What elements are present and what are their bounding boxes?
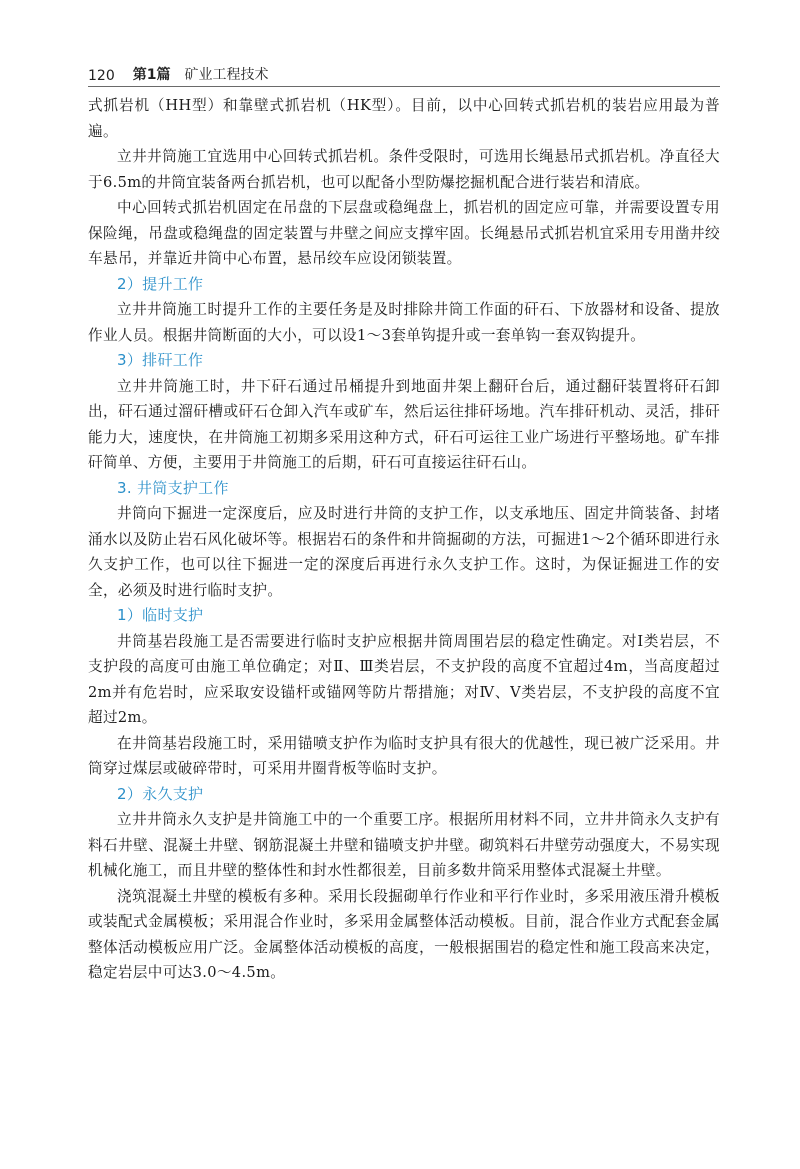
body-text — [88, 93, 720, 986]
header-rule — [88, 86, 720, 87]
section-heading-hoisting: 2）提升工作 — [117, 274, 204, 293]
paragraph: 立井井筒施工时，井下矸石通过吊桶提升到地面井架上翻矸台后，通过翻矸装置将矸石卸出，矸石通过溜矸槽或矸石仓卸入汽车或矿车，然后运往排矸场地。汽车排矸机动、灵活，排矸能力大，速度快，在井筒施工初期多采用这种方式，矸石可运往工业广场进行平整场地。矿车排矸简单、方便，主要用于井筒施工的后期，矸石可直接运往矸石山。 — [88, 377, 720, 471]
book-title: 矿业工程技术 — [184, 67, 269, 83]
section-heading-shaft-support: 3. 井筒支护工作 — [117, 478, 229, 497]
paragraph: 在井筒基岩段施工时，采用锚喷支护作为临时支护具有很大的优越性，现已被广泛采用。井筒穿过煤层或破碎带时，可采用井圈背板等临时支护。 — [88, 734, 720, 777]
part-label: 第1篇 — [132, 67, 171, 83]
page-number: 120 — [88, 68, 115, 84]
paragraph: 浇筑混凝土井壁的模板有多种。采用长段掘砌单行作业和平行作业时，多采用液压滑升模板或装配式金属模板；采用混合作业时，多采用金属整体活动模板。目前，混合作业方式配套金属整体活动模板应用广泛。金属整体活动模板的高度，一般根据围岩的稳定性和施工段高来决定，稳定岩层中可达3.0～4.5m。 — [88, 887, 720, 981]
section-heading-permanent-support: 2）永久支护 — [117, 784, 204, 803]
paragraph: 立井井筒施工宜选用中心回转式抓岩机。条件受限时，可选用长绳悬吊式抓岩机。净直径大于6.5m的井筒宜装备两台抓岩机，也可以配备小型防爆挖掘机配合进行装岩和清底。 — [88, 148, 720, 191]
paragraph: 井筒向下掘进一定深度后，应及时进行井筒的支护工作，以支承地压、固定井筒装备、封堵涌水以及防止岩石风化破坏等。根据岩石的条件和井筒掘砌的方法，可掘进1～2个循环即进行永久支护工作，也可以往下掘进一定的深度后再进行永久支护工作。这时，为保证掘进工作的安全，必须及时进行临时支护。 — [88, 505, 720, 599]
section-heading-temporary-support: 1）临时支护 — [117, 606, 204, 624]
paragraph: 立井井筒永久支护是井筒施工中的一个重要工序。根据所用材料不同，立井井筒永久支护有料石井壁、混凝土井壁、钢筋混凝土井壁和锚喷支护井壁。砌筑料石井壁劳动强度大，不易实现机械化施工，而且井壁的整体性和封水性都很差，目前多数井筒采用整体式混凝土井壁。 — [88, 811, 720, 879]
running-header — [88, 58, 720, 84]
section-heading-waste-removal: 3）排矸工作 — [117, 351, 204, 369]
paragraph: 立井井筒施工时提升工作的主要任务是及时排除井筒工作面的矸石、下放器材和设备、提放作业人员。根据井筒断面的大小，可以设1～3套单钩提升或一套单钩一套双钩提升。 — [88, 301, 720, 344]
paragraph: 中心回转式抓岩机固定在吊盘的下层盘或稳绳盘上，抓岩机的固定应可靠，并需要设置专用保险绳，吊盘或稳绳盘的固定装置与井壁之间应支撑牢固。长绳悬吊式抓岩机宜采用专用凿井绞车悬吊，并靠近井筒中心布置，悬吊绞车应设闭锁装置。 — [88, 199, 720, 267]
paragraph-continued: 式抓岩机（HH型）和靠壁式抓岩机（HK型）。目前，以中心回转式抓岩机的装岩应用最为普遍。 — [88, 97, 720, 140]
paragraph: 井筒基岩段施工是否需要进行临时支护应根据井筒周围岩层的稳定性确定。对Ⅰ类岩层，不支护段的高度可由施工单位确定；对Ⅱ、Ⅲ类岩层，不支护段的高度不宜超过4m，当高度超过2m并有危岩时，应采取安设锚杆或锚网等防片帮措施；对Ⅳ、Ⅴ类岩层，不支护段的高度不宜超过2m。 — [88, 632, 720, 726]
